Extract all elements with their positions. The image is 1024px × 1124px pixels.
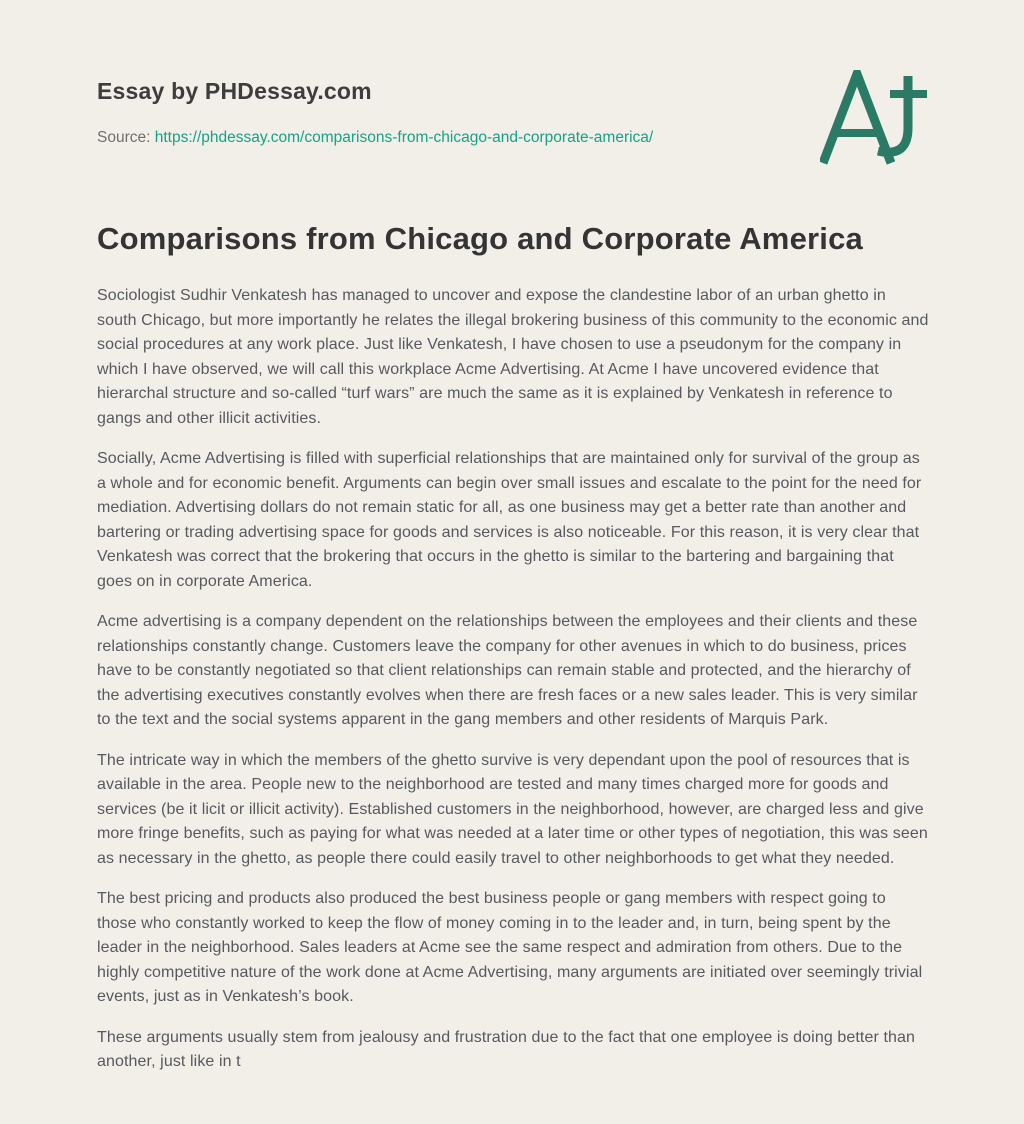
essay-paragraph: Acme advertising is a company dependent on the relationships between the employees and their clients and these relationships constantly change. Customers leave the company for other avenues in which to do business, prices have to be constantly negotiated so that client relationships can remain stable and protected, and the hierarchy of the advertising executives constantly evolves when there are fresh faces or a new sales leader. This is very similar to the text and the social systems apparent in the gang members and other residents of Marquis Park. [97, 613, 918, 728]
essay-paragraph: These arguments usually stem from jealousy and frustration due to the fact that one employee is doing better than another, just like in t [97, 1028, 915, 1070]
phdessay-monogram-icon [820, 70, 930, 165]
page-header [97, 78, 927, 147]
essay-paragraph: Socially, Acme Advertising is filled with superficial relationships that are maintained only for survival of the group as a whole and for economic benefit. Arguments can begin over small issues and escalate to the point for the need for mediation. Advertising dollars do not remain static for all, as one business may get a better rate than another and bartering or trading advertising space for goods and services is also noticeable. For this reason, it is very clear that Venkatesh was correct that the brokering that occurs in the ghetto is similar to the bartering and bargaining that goes on in corporate America. [97, 450, 922, 590]
site-title: Essay by PHDessay.com [97, 78, 372, 104]
essay-paragraph: The intricate way in which the members of the ghetto survive is very dependant upon the pool of resources that is available in the area. People new to the neighborhood are tested and many times charged more for goods and services (be it licit or illicit activity). Established customers in the neighborhood, however, are charged less and give more fringe benefits, such as paying for what was needed at a later time or other types of negotiation, this was seen as necessary in the ghetto, as people there could easily travel to other neighborhoods to get what they needed. [97, 751, 928, 867]
essay-title: Comparisons from Chicago and Corporate America [97, 221, 863, 256]
essay-body [97, 284, 929, 1075]
source-line [97, 129, 927, 147]
source-link[interactable]: https://phdessay.com/comparisons-from-chicago-and-corporate-america/ [154, 129, 654, 146]
source-label: Source: [97, 129, 151, 146]
essay-paragraph: Sociologist Sudhir Venkatesh has managed to uncover and expose the clandestine labor of an urban ghetto in south Chicago, but more importantly he relates the illegal brokering business of this community to the economic and social procedures at any work place. Just like Venkatesh, I have chosen to use a pseudonym for the company in which I have observed, we will call this workplace Acme Advertising. At Acme I have uncovered evidence that hierarchal structure and so-called “turf wars” are much the same as it is explained by Venkatesh in reference to gangs and other illicit activities. [97, 287, 929, 427]
essay-paragraph: The best pricing and products also produced the best business people or gang members with respect going to those who constantly worked to keep the flow of money coming in to the leader and, in turn, being spent by the leader in the neighborhood. Sales leaders at Acme see the same respect and admiration from others. Due to the highly competitive nature of the work done at Acme Advertising, many arguments are initiated over seemingly trivial events, just as in Venkatesh’s book. [97, 890, 923, 1005]
